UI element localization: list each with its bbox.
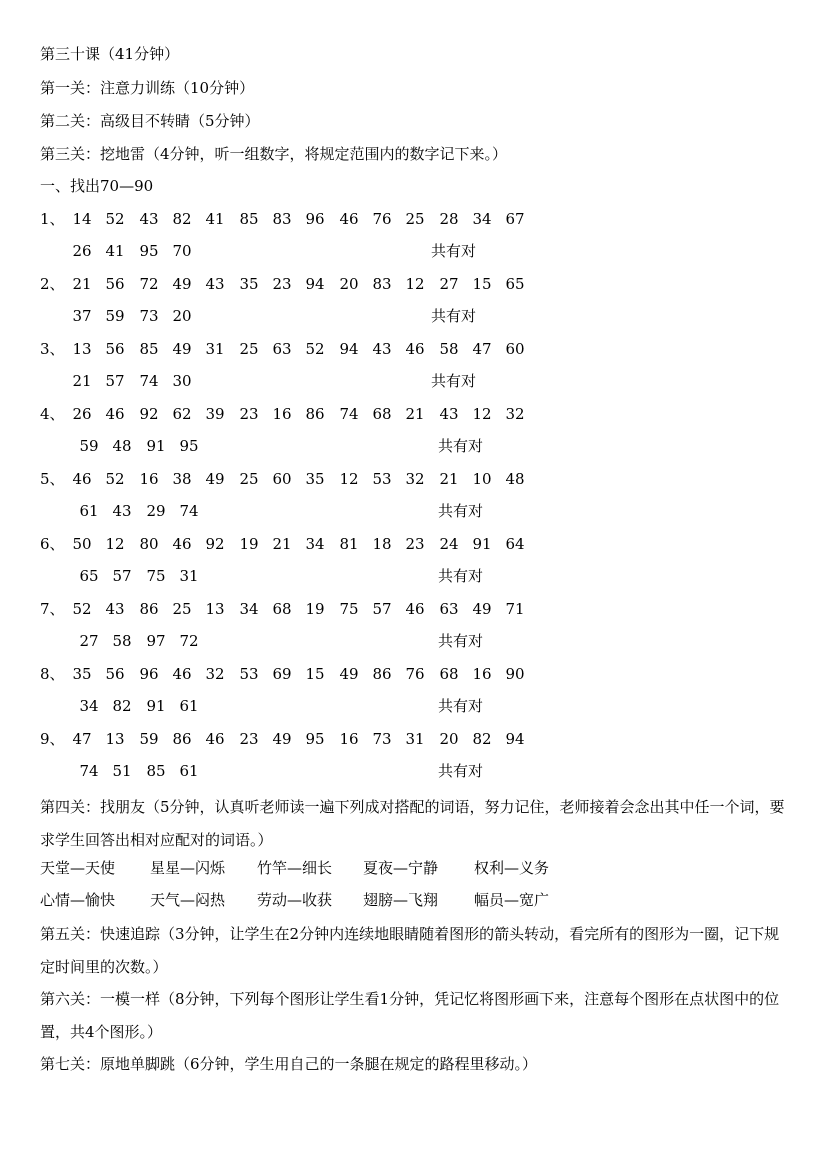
row-number: 90 <box>505 665 525 683</box>
row-number: 68 <box>272 600 292 618</box>
row-number: 74 <box>179 502 199 520</box>
row-number: 15 <box>305 665 325 683</box>
row-index: 7、 <box>40 600 65 618</box>
row-index: 1、 <box>40 210 65 228</box>
row-index: 2、 <box>40 275 65 293</box>
row-number: 28 <box>439 210 459 228</box>
word-pair: 天气—闷热 <box>150 891 226 909</box>
row-number: 75 <box>146 567 166 585</box>
row-number: 15 <box>472 275 492 293</box>
row-number: 49 <box>172 340 192 358</box>
row-number: 80 <box>139 535 159 553</box>
row-number: 43 <box>139 210 159 228</box>
level-2-text: 第二关：高级目不转睛（5分钟） <box>40 112 260 130</box>
row-number: 96 <box>305 210 325 228</box>
word-pair: 劳动—收获 <box>257 891 333 909</box>
row-index: 9、 <box>40 730 65 748</box>
row-number: 48 <box>505 470 525 488</box>
row-number: 86 <box>139 600 159 618</box>
row-number: 94 <box>505 730 525 748</box>
row-number: 35 <box>239 275 259 293</box>
row-number: 85 <box>239 210 259 228</box>
row-number: 52 <box>72 600 92 618</box>
row-number: 62 <box>172 405 192 423</box>
row-number: 24 <box>439 535 459 553</box>
row-number: 46 <box>72 470 92 488</box>
row-number: 64 <box>505 535 525 553</box>
row-number: 43 <box>112 502 132 520</box>
row-number: 12 <box>105 535 125 553</box>
lesson-title: 第三十课（41分钟） <box>40 45 180 63</box>
row-number: 91 <box>146 697 166 715</box>
row-number: 59 <box>105 307 125 325</box>
total-pairs-label: 共有对 <box>438 437 484 455</box>
row-number: 23 <box>272 275 292 293</box>
row-number: 16 <box>472 665 492 683</box>
row-number: 21 <box>72 372 92 390</box>
row-number: 85 <box>146 762 166 780</box>
row-number: 75 <box>339 600 359 618</box>
row-number: 49 <box>205 470 225 488</box>
row-number: 97 <box>146 632 166 650</box>
row-number: 46 <box>339 210 359 228</box>
row-number: 57 <box>372 600 392 618</box>
row-number: 27 <box>79 632 99 650</box>
row-number: 61 <box>179 762 199 780</box>
row-number: 31 <box>205 340 225 358</box>
row-number: 31 <box>405 730 425 748</box>
row-number: 95 <box>139 242 159 260</box>
row-number: 35 <box>72 665 92 683</box>
row-number: 69 <box>272 665 292 683</box>
row-number: 95 <box>305 730 325 748</box>
row-number: 19 <box>305 600 325 618</box>
row-number: 59 <box>139 730 159 748</box>
row-number: 16 <box>139 470 159 488</box>
row-number: 16 <box>272 405 292 423</box>
row-number: 56 <box>105 275 125 293</box>
row-number: 72 <box>139 275 159 293</box>
row-number: 32 <box>405 470 425 488</box>
row-number: 56 <box>105 665 125 683</box>
row-number: 65 <box>505 275 525 293</box>
row-number: 94 <box>339 340 359 358</box>
row-number: 48 <box>112 437 132 455</box>
word-pair: 幅员—宽广 <box>474 891 550 909</box>
row-number: 49 <box>472 600 492 618</box>
row-number: 14 <box>72 210 92 228</box>
row-number: 58 <box>112 632 132 650</box>
row-number: 30 <box>172 372 192 390</box>
row-index: 6、 <box>40 535 65 553</box>
row-number: 96 <box>139 665 159 683</box>
total-pairs-label: 共有对 <box>438 502 484 520</box>
row-number: 46 <box>172 665 192 683</box>
row-number: 12 <box>405 275 425 293</box>
level-5-text: 第五关：快速追踪（3分钟，让学生在2分钟内连续地眼睛随着图形的箭头转动，看完所有的图形为一圈，记下规定时间里的次数。） <box>40 925 780 976</box>
row-number: 21 <box>405 405 425 423</box>
row-number: 49 <box>172 275 192 293</box>
word-pair: 权利—义务 <box>474 859 550 877</box>
row-number: 94 <box>305 275 325 293</box>
row-number: 65 <box>79 567 99 585</box>
row-number: 74 <box>79 762 99 780</box>
row-number: 21 <box>272 535 292 553</box>
row-number: 34 <box>79 697 99 715</box>
row-number: 16 <box>339 730 359 748</box>
word-pair: 翅膀—飞翔 <box>363 891 439 909</box>
row-number: 68 <box>439 665 459 683</box>
row-number: 32 <box>505 405 525 423</box>
row-number: 23 <box>239 405 259 423</box>
row-number: 25 <box>239 470 259 488</box>
row-number: 82 <box>472 730 492 748</box>
row-number: 23 <box>239 730 259 748</box>
row-number: 23 <box>405 535 425 553</box>
word-pair: 心情—愉快 <box>40 891 116 909</box>
row-number: 60 <box>505 340 525 358</box>
total-pairs-label: 共有对 <box>431 242 477 260</box>
row-number: 92 <box>139 405 159 423</box>
row-number: 13 <box>105 730 125 748</box>
row-number: 27 <box>439 275 459 293</box>
row-number: 34 <box>305 535 325 553</box>
total-pairs-label: 共有对 <box>438 567 484 585</box>
row-number: 12 <box>339 470 359 488</box>
row-number: 26 <box>72 405 92 423</box>
row-number: 73 <box>139 307 159 325</box>
row-index: 5、 <box>40 470 65 488</box>
row-number: 49 <box>339 665 359 683</box>
row-number: 63 <box>272 340 292 358</box>
row-index: 3、 <box>40 340 65 358</box>
row-number: 83 <box>272 210 292 228</box>
row-number: 91 <box>146 437 166 455</box>
row-number: 82 <box>112 697 132 715</box>
row-number: 20 <box>439 730 459 748</box>
level-7-text: 第七关：原地单脚跳（6分钟，学生用自己的一条腿在规定的路程里移动。） <box>40 1055 538 1073</box>
row-number: 60 <box>272 470 292 488</box>
row-number: 63 <box>439 600 459 618</box>
level-3-text: 第三关：挖地雷（4分钟，听一组数字，将规定范围内的数字记下来。） <box>40 145 508 163</box>
total-pairs-label: 共有对 <box>431 307 477 325</box>
row-number: 72 <box>179 632 199 650</box>
row-number: 39 <box>205 405 225 423</box>
row-number: 18 <box>372 535 392 553</box>
row-number: 83 <box>372 275 392 293</box>
row-number: 92 <box>205 535 225 553</box>
total-pairs-label: 共有对 <box>431 372 477 390</box>
row-number: 21 <box>439 470 459 488</box>
total-pairs-label: 共有对 <box>438 762 484 780</box>
row-number: 43 <box>372 340 392 358</box>
row-number: 46 <box>205 730 225 748</box>
word-pair: 竹竿—细长 <box>257 859 333 877</box>
row-number: 47 <box>72 730 92 748</box>
row-number: 53 <box>372 470 392 488</box>
row-number: 71 <box>505 600 525 618</box>
row-number: 70 <box>172 242 192 260</box>
row-number: 73 <box>372 730 392 748</box>
total-pairs-label: 共有对 <box>438 697 484 715</box>
row-number: 13 <box>72 340 92 358</box>
row-number: 12 <box>472 405 492 423</box>
row-index: 4、 <box>40 405 65 423</box>
word-pair: 天堂—天使 <box>40 859 116 877</box>
row-number: 41 <box>205 210 225 228</box>
row-number: 56 <box>105 340 125 358</box>
row-number: 46 <box>105 405 125 423</box>
row-number: 35 <box>305 470 325 488</box>
row-number: 82 <box>172 210 192 228</box>
row-number: 52 <box>305 340 325 358</box>
row-number: 41 <box>105 242 125 260</box>
row-number: 57 <box>112 567 132 585</box>
row-number: 43 <box>105 600 125 618</box>
row-number: 32 <box>205 665 225 683</box>
total-pairs-label: 共有对 <box>438 632 484 650</box>
word-pair: 夏夜—宁静 <box>363 859 439 877</box>
row-number: 53 <box>239 665 259 683</box>
row-number: 85 <box>139 340 159 358</box>
row-number: 43 <box>439 405 459 423</box>
row-number: 25 <box>405 210 425 228</box>
row-number: 21 <box>72 275 92 293</box>
row-number: 67 <box>505 210 525 228</box>
row-number: 19 <box>239 535 259 553</box>
row-number: 68 <box>372 405 392 423</box>
level-4-text: 第四关：找朋友（5分钟，认真听老师读一遍下列成对搭配的词语，努力记住，老师接着会念出其中任一个词，要求学生回答出相对应配对的词语。） <box>40 798 785 849</box>
row-number: 20 <box>172 307 192 325</box>
row-number: 34 <box>239 600 259 618</box>
row-number: 50 <box>72 535 92 553</box>
row-number: 81 <box>339 535 359 553</box>
row-number: 61 <box>79 502 99 520</box>
row-number: 49 <box>272 730 292 748</box>
row-number: 61 <box>179 697 199 715</box>
row-number: 10 <box>472 470 492 488</box>
row-number: 31 <box>179 567 199 585</box>
row-number: 38 <box>172 470 192 488</box>
row-number: 86 <box>372 665 392 683</box>
row-number: 25 <box>172 600 192 618</box>
row-number: 59 <box>79 437 99 455</box>
row-number: 74 <box>339 405 359 423</box>
row-index: 8、 <box>40 665 65 683</box>
section-heading: 一、找出70—90 <box>40 177 154 195</box>
row-number: 43 <box>205 275 225 293</box>
row-number: 76 <box>405 665 425 683</box>
row-number: 91 <box>472 535 492 553</box>
row-number: 20 <box>339 275 359 293</box>
level-1-text: 第一关：注意力训练（10分钟） <box>40 79 255 97</box>
row-number: 76 <box>372 210 392 228</box>
row-number: 47 <box>472 340 492 358</box>
row-number: 86 <box>305 405 325 423</box>
row-number: 46 <box>405 340 425 358</box>
row-number: 29 <box>146 502 166 520</box>
row-number: 46 <box>405 600 425 618</box>
row-number: 86 <box>172 730 192 748</box>
row-number: 25 <box>239 340 259 358</box>
row-number: 52 <box>105 210 125 228</box>
word-pair: 星星—闪烁 <box>150 859 226 877</box>
row-number: 51 <box>112 762 132 780</box>
row-number: 26 <box>72 242 92 260</box>
row-number: 46 <box>172 535 192 553</box>
level-6-text: 第六关：一模一样（8分钟，下列每个图形让学生看1分钟，凭记忆将图形画下来，注意每个图形在点状图中的位置，共4个图形。） <box>40 990 780 1041</box>
row-number: 57 <box>105 372 125 390</box>
row-number: 58 <box>439 340 459 358</box>
row-number: 37 <box>72 307 92 325</box>
row-number: 13 <box>205 600 225 618</box>
row-number: 34 <box>472 210 492 228</box>
row-number: 74 <box>139 372 159 390</box>
row-number: 95 <box>179 437 199 455</box>
row-number: 52 <box>105 470 125 488</box>
